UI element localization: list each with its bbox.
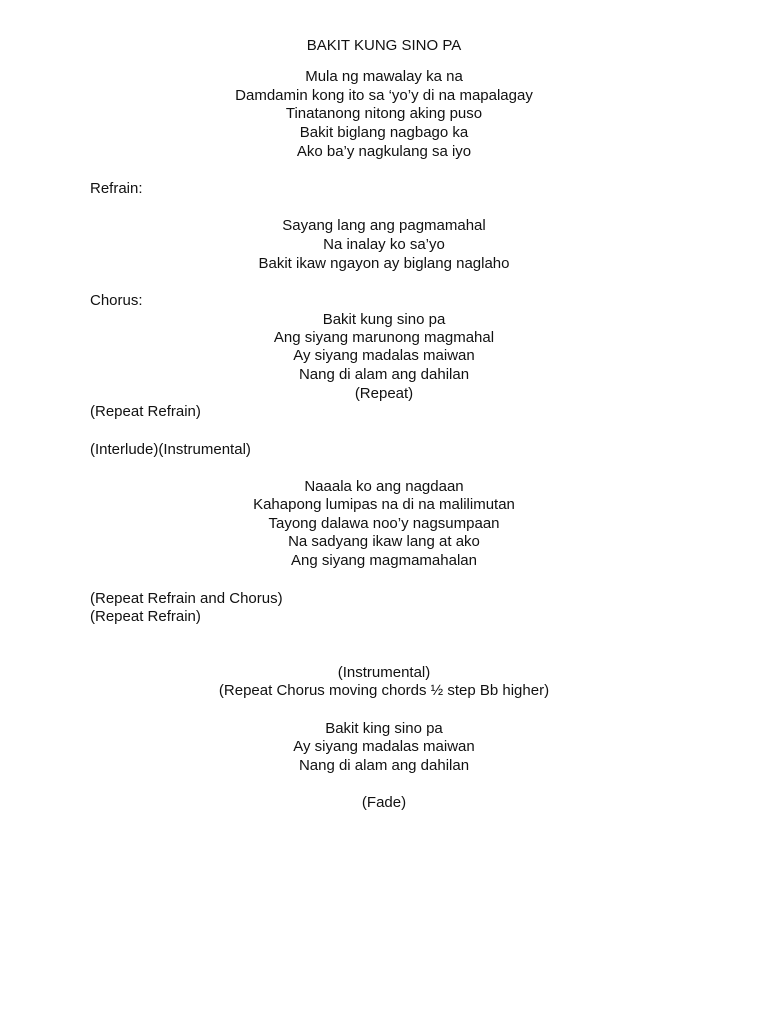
song-title: BAKIT KUNG SINO PA [306,37,462,54]
verse1-line: Tinatanong nitong aking puso [285,105,483,122]
repeat-refrain-chorus-note: (Repeat Refrain and Chorus) [90,590,283,607]
verse1-line: Bakit biglang nagbago ka [299,124,469,141]
refrain-label: Refrain: [90,180,143,197]
chorus-line: Ang siyang marunong magmahal [273,329,495,346]
verse2-line: Naaala ko ang nagdaan [304,478,464,495]
verse2-line: Na sadyang ikaw lang at ako [288,533,480,550]
repeat-refrain-note: (Repeat Refrain) [90,608,201,625]
fade-note: (Fade) [361,794,407,811]
verse1-line: Damdamin kong ito sa ‘yo’y di na mapalagay [235,87,533,104]
ending-line: Ay siyang madalas maiwan [293,738,475,755]
ending-line: Bakit king sino pa [325,720,443,737]
chorus-line: Ay siyang madalas maiwan [293,347,475,364]
verse2-line: Tayong dalawa noo’y nagsumpaan [268,515,500,532]
refrain-line: Sayang lang ang pagmamahal [282,217,486,234]
refrain-line: Na inalay ko sa’yo [323,236,445,253]
verse1-line: Ako ba’y nagkulang sa iyo [296,143,472,160]
verse1-line: Mula ng mawalay ka na [305,68,463,85]
ending-line: Nang di alam ang dahilan [298,757,470,774]
chorus-label: Chorus: [90,292,143,309]
verse2-line: Ang siyang magmamahalan [291,552,477,569]
interlude-note: (Interlude)(Instrumental) [90,441,251,458]
verse2-line: Kahapong lumipas na di na malilimutan [253,496,515,513]
instrumental-note: (Instrumental) [337,664,431,681]
chorus-line: (Repeat) [354,385,414,402]
repeat-chorus-note: (Repeat Chorus moving chords ½ step Bb higher) [218,682,550,699]
chorus-line: Bakit kung sino pa [322,311,446,328]
repeat-refrain-note: (Repeat Refrain) [90,403,201,420]
chorus-line: Nang di alam ang dahilan [298,366,470,383]
refrain-line: Bakit ikaw ngayon ay biglang naglaho [258,255,510,272]
